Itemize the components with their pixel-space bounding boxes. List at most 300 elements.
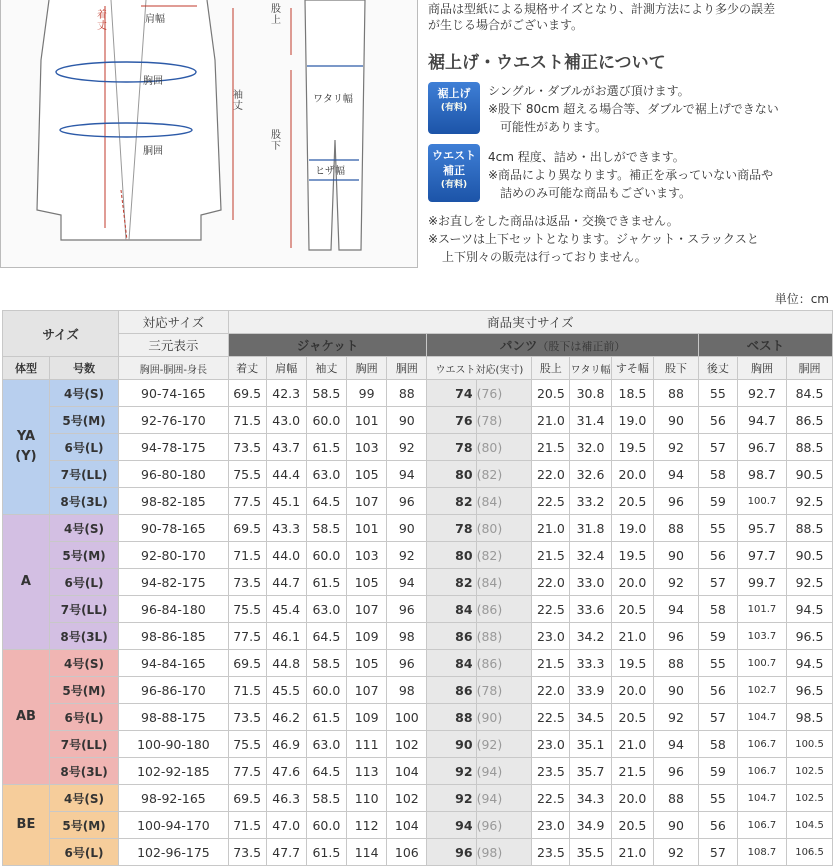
table-cell: 80 xyxy=(427,542,476,569)
table-cell: (80) xyxy=(476,434,532,461)
table-row xyxy=(3,812,833,839)
table-cell: 22.0 xyxy=(532,461,570,488)
table-cell: 46.3 xyxy=(266,785,306,812)
table-cell: 95.7 xyxy=(737,515,786,542)
header-jacket: ジャケット xyxy=(228,334,427,357)
table-cell: 94 xyxy=(387,461,427,488)
table-cell: 75.5 xyxy=(228,731,266,758)
table-cell: 94.5 xyxy=(787,650,833,677)
table-cell: 92.5 xyxy=(787,569,833,596)
table-cell: 35.5 xyxy=(570,839,611,866)
table-cell: 33.9 xyxy=(570,677,611,704)
header-pants-note: （股下は補正前） xyxy=(537,340,626,353)
table-cell: 82 xyxy=(427,488,476,515)
table-cell: 21.0 xyxy=(532,407,570,434)
table-cell: 71.5 xyxy=(228,542,266,569)
table-cell: 104.7 xyxy=(737,704,786,731)
table-cell: 20.0 xyxy=(611,785,653,812)
table-cell: 98-88-175 xyxy=(119,704,228,731)
size-diagram xyxy=(0,0,418,268)
table-cell: 63.0 xyxy=(306,731,346,758)
table-cell: 64.5 xyxy=(306,758,346,785)
label-hem: ヒザ幅 xyxy=(315,166,345,177)
table-cell: 100.7 xyxy=(737,488,786,515)
table-cell: 84 xyxy=(427,650,476,677)
info-section xyxy=(0,0,835,282)
table-cell: 100.5 xyxy=(787,731,833,758)
table-cell: 33.3 xyxy=(570,650,611,677)
table-cell: 73.5 xyxy=(228,839,266,866)
table-cell: 96.5 xyxy=(787,623,833,650)
table-cell: 90 xyxy=(654,677,699,704)
table-cell: 44.4 xyxy=(266,461,306,488)
table-cell: (82) xyxy=(476,542,532,569)
table-cell: 96 xyxy=(654,488,699,515)
table-cell: 73.5 xyxy=(228,569,266,596)
body-type-cell: A xyxy=(3,515,50,650)
table-cell: (82) xyxy=(476,461,532,488)
table-cell: 94 xyxy=(654,596,699,623)
table-cell: 69.5 xyxy=(228,380,266,407)
table-cell: 35.7 xyxy=(570,758,611,785)
table-cell: 57 xyxy=(698,839,737,866)
table-cell: 112 xyxy=(347,812,387,839)
table-cell: 31.4 xyxy=(570,407,611,434)
table-cell: 47.7 xyxy=(266,839,306,866)
table-cell: 98.7 xyxy=(737,461,786,488)
label-rise: 股上 xyxy=(271,4,281,26)
table-cell: (90) xyxy=(476,704,532,731)
table-cell: 77.5 xyxy=(228,488,266,515)
table-cell: 30.8 xyxy=(570,380,611,407)
table-cell: 92 xyxy=(387,434,427,461)
label-thigh: ワタリ幅 xyxy=(313,94,353,105)
table-cell: 71.5 xyxy=(228,407,266,434)
table-cell: 44.0 xyxy=(266,542,306,569)
table-cell: 92 xyxy=(654,839,699,866)
table-row xyxy=(3,515,833,542)
table-cell: 100-90-180 xyxy=(119,731,228,758)
table-cell: 98.5 xyxy=(787,704,833,731)
table-cell: 32.4 xyxy=(570,542,611,569)
table-cell: 21.5 xyxy=(532,650,570,677)
table-cell: 23.0 xyxy=(532,623,570,650)
table-cell: 59 xyxy=(698,488,737,515)
table-row xyxy=(3,731,833,758)
body-type-cell: YA (Y) xyxy=(3,380,50,515)
table-cell: 88.5 xyxy=(787,515,833,542)
table-cell: 71.5 xyxy=(228,812,266,839)
header-col: 袖丈 xyxy=(306,357,346,380)
table-cell: 100.7 xyxy=(737,650,786,677)
label-chest: 胸囲 xyxy=(143,76,163,87)
table-cell: 88.5 xyxy=(787,434,833,461)
table-cell: 55 xyxy=(698,515,737,542)
table-cell: 23.0 xyxy=(532,812,570,839)
table-cell: (78) xyxy=(476,407,532,434)
table-row xyxy=(3,623,833,650)
table-cell: 96 xyxy=(654,623,699,650)
table-cell: 90 xyxy=(427,731,476,758)
size-number-cell: 5号(M) xyxy=(49,812,118,839)
header-col: すそ幅 xyxy=(611,357,653,380)
table-cell: 19.5 xyxy=(611,542,653,569)
table-cell: 46.2 xyxy=(266,704,306,731)
table-cell: 86 xyxy=(427,677,476,704)
body-type-cell: AB xyxy=(3,650,50,785)
size-number-cell: 5号(M) xyxy=(49,542,118,569)
label-sleeve: 袖丈 xyxy=(233,90,243,112)
table-cell: 58 xyxy=(698,461,737,488)
table-cell: 99.7 xyxy=(737,569,786,596)
label-inseam: 股下 xyxy=(271,130,281,152)
table-cell: 94-84-165 xyxy=(119,650,228,677)
table-cell: 90-74-165 xyxy=(119,380,228,407)
table-cell: 21.0 xyxy=(611,623,653,650)
table-row xyxy=(3,704,833,731)
table-cell: 33.6 xyxy=(570,596,611,623)
table-cell: (86) xyxy=(476,650,532,677)
table-cell: 88 xyxy=(654,515,699,542)
table-cell: 78 xyxy=(427,434,476,461)
hemming-badge-sub: (有料) xyxy=(440,103,468,113)
table-cell: 114 xyxy=(347,839,387,866)
table-cell: 106.7 xyxy=(737,731,786,758)
table-cell: 20.5 xyxy=(611,704,653,731)
unit-label: 単位：cm xyxy=(774,292,829,306)
table-row xyxy=(3,407,833,434)
table-cell: (94) xyxy=(476,758,532,785)
table-cell: 88 xyxy=(387,380,427,407)
table-cell: 22.5 xyxy=(532,596,570,623)
table-row xyxy=(3,785,833,812)
table-cell: 108.7 xyxy=(737,839,786,866)
size-number-cell: 4号(S) xyxy=(49,380,118,407)
table-cell: 20.0 xyxy=(611,569,653,596)
table-cell: 102-96-175 xyxy=(119,839,228,866)
table-cell: 80 xyxy=(427,461,476,488)
table-cell: (80) xyxy=(476,515,532,542)
table-cell: 20.0 xyxy=(611,461,653,488)
size-number-cell: 6号(L) xyxy=(49,704,118,731)
label-shoulder: 肩幅 xyxy=(145,14,165,25)
table-cell: (96) xyxy=(476,812,532,839)
table-cell: 111 xyxy=(347,731,387,758)
table-cell: 101.7 xyxy=(737,596,786,623)
table-cell: 59 xyxy=(698,758,737,785)
table-cell: 34.2 xyxy=(570,623,611,650)
size-number-cell: 7号(LL) xyxy=(49,731,118,758)
waist-line-2: ※商品により異なります。補正を承っていない商品や xyxy=(488,168,774,182)
label-waist: 胴囲 xyxy=(143,146,163,157)
table-cell: 61.5 xyxy=(306,704,346,731)
table-row xyxy=(3,596,833,623)
table-cell: 77.5 xyxy=(228,758,266,785)
table-cell: 102 xyxy=(387,731,427,758)
table-cell: 94 xyxy=(654,461,699,488)
top-note-1: 商品は型紙による規格サイズとなり、計測方法により多少の誤差 xyxy=(428,2,776,16)
footer-note-2: ※スーツは上下セットとなります。ジャケット・スラックスと xyxy=(428,232,759,246)
hemming-line-3: 可能性があります。 xyxy=(500,120,608,134)
table-cell: 92 xyxy=(427,758,476,785)
size-table xyxy=(2,310,833,866)
table-cell: 63.0 xyxy=(306,461,346,488)
header-col: 後丈 xyxy=(698,357,737,380)
table-cell: 86.5 xyxy=(787,407,833,434)
table-cell: 69.5 xyxy=(228,650,266,677)
table-cell: 98 xyxy=(387,677,427,704)
body-type-cell: BE xyxy=(3,785,50,866)
table-cell: 96 xyxy=(387,650,427,677)
table-cell: 22.5 xyxy=(532,488,570,515)
size-number-cell: 5号(M) xyxy=(49,407,118,434)
table-cell: 94-78-175 xyxy=(119,434,228,461)
table-cell: 90 xyxy=(387,407,427,434)
table-cell: 99 xyxy=(347,380,387,407)
table-cell: 90 xyxy=(654,812,699,839)
size-number-cell: 5号(M) xyxy=(49,677,118,704)
table-cell: 58 xyxy=(698,596,737,623)
table-cell: 103.7 xyxy=(737,623,786,650)
table-cell: 34.9 xyxy=(570,812,611,839)
table-cell: 78 xyxy=(427,515,476,542)
header-col: 肩幅 xyxy=(266,357,306,380)
table-cell: 58 xyxy=(698,731,737,758)
table-cell: 45.5 xyxy=(266,677,306,704)
table-row xyxy=(3,569,833,596)
table-cell: 102.5 xyxy=(787,785,833,812)
table-cell: 92 xyxy=(427,785,476,812)
table-cell: (84) xyxy=(476,569,532,596)
size-number-cell: 6号(L) xyxy=(49,569,118,596)
header-three-dim: 三元表示 xyxy=(119,334,228,357)
table-cell: 96 xyxy=(387,488,427,515)
size-number-cell: 4号(S) xyxy=(49,785,118,812)
table-cell: 96.7 xyxy=(737,434,786,461)
table-cell: 21.5 xyxy=(532,542,570,569)
table-row xyxy=(3,650,833,677)
hemming-line-1: シングル・ダブルがお選び頂けます。 xyxy=(488,84,690,98)
size-number-cell: 8号(3L) xyxy=(49,758,118,785)
header-chest-waist-height: 胸囲-胴囲-身長 xyxy=(119,357,228,380)
header-col: 胸囲 xyxy=(737,357,786,380)
table-cell: (86) xyxy=(476,596,532,623)
footer-note-3: 上下別々の販売は行っておりません。 xyxy=(442,250,647,264)
table-cell: 102-92-185 xyxy=(119,758,228,785)
table-cell: 57 xyxy=(698,569,737,596)
size-number-cell: 7号(LL) xyxy=(49,461,118,488)
table-cell: 104.5 xyxy=(787,812,833,839)
table-cell: 98-82-185 xyxy=(119,488,228,515)
table-cell: 92.7 xyxy=(737,380,786,407)
size-number-cell: 8号(3L) xyxy=(49,488,118,515)
table-cell: 104 xyxy=(387,758,427,785)
table-cell: 88 xyxy=(427,704,476,731)
table-cell: 19.0 xyxy=(611,407,653,434)
table-cell: 43.7 xyxy=(266,434,306,461)
table-cell: 21.0 xyxy=(532,515,570,542)
table-cell: 55 xyxy=(698,380,737,407)
table-cell: 20.5 xyxy=(611,488,653,515)
waist-line-1: 4cm 程度、詰め・出しができます。 xyxy=(488,150,685,164)
table-cell: 94.7 xyxy=(737,407,786,434)
table-cell: 46.9 xyxy=(266,731,306,758)
table-cell: 113 xyxy=(347,758,387,785)
header-col: 胸囲 xyxy=(347,357,387,380)
table-cell: 102.7 xyxy=(737,677,786,704)
table-cell: 33.0 xyxy=(570,569,611,596)
waist-badge xyxy=(428,144,480,202)
size-number-cell: 7号(LL) xyxy=(49,596,118,623)
size-number-cell: 8号(3L) xyxy=(49,623,118,650)
table-cell: 96 xyxy=(654,758,699,785)
table-cell: 94 xyxy=(427,812,476,839)
table-cell: (98) xyxy=(476,839,532,866)
table-cell: 102 xyxy=(387,785,427,812)
table-cell: 58.5 xyxy=(306,785,346,812)
table-cell: 20.0 xyxy=(611,677,653,704)
table-cell: 106 xyxy=(387,839,427,866)
label-length: 着丈 xyxy=(97,10,107,32)
header-number: 号数 xyxy=(49,357,118,380)
table-cell: 110 xyxy=(347,785,387,812)
table-cell: 107 xyxy=(347,677,387,704)
table-cell: 47.6 xyxy=(266,758,306,785)
table-cell: 55 xyxy=(698,650,737,677)
table-cell: 69.5 xyxy=(228,785,266,812)
table-cell: 21.5 xyxy=(532,434,570,461)
table-cell: 92 xyxy=(654,434,699,461)
table-cell: 71.5 xyxy=(228,677,266,704)
table-cell: 88 xyxy=(654,650,699,677)
table-cell: 92-80-170 xyxy=(119,542,228,569)
table-cell: 61.5 xyxy=(306,569,346,596)
table-cell: 63.0 xyxy=(306,596,346,623)
table-cell: 92 xyxy=(654,569,699,596)
hemming-line-2: ※股下 80cm 超える場合等、ダブルで裾上げできない xyxy=(488,102,779,116)
table-cell: 94-82-175 xyxy=(119,569,228,596)
table-cell: 60.0 xyxy=(306,812,346,839)
header-corresponding: 対応サイズ xyxy=(119,311,228,334)
table-cell: 94 xyxy=(387,569,427,596)
table-cell: 21.0 xyxy=(611,731,653,758)
header-col: ウエスト対応(実寸) xyxy=(427,357,532,380)
table-cell: 22.0 xyxy=(532,677,570,704)
table-row xyxy=(3,839,833,866)
header-col: 着丈 xyxy=(228,357,266,380)
table-cell: 20.5 xyxy=(611,812,653,839)
table-cell: 45.4 xyxy=(266,596,306,623)
table-cell: (78) xyxy=(476,677,532,704)
table-cell: 60.0 xyxy=(306,542,346,569)
table-cell: 92 xyxy=(654,704,699,731)
table-cell: 107 xyxy=(347,596,387,623)
table-cell: 104.7 xyxy=(737,785,786,812)
table-cell: 105 xyxy=(347,650,387,677)
table-cell: 103 xyxy=(347,434,387,461)
table-cell: 61.5 xyxy=(306,839,346,866)
table-cell: 76 xyxy=(427,407,476,434)
table-row xyxy=(3,434,833,461)
table-cell: 23.0 xyxy=(532,731,570,758)
table-cell: 86 xyxy=(427,623,476,650)
table-cell: 23.5 xyxy=(532,758,570,785)
table-cell: 55 xyxy=(698,785,737,812)
table-cell: 20.5 xyxy=(611,596,653,623)
table-cell: 21.5 xyxy=(611,758,653,785)
table-cell: 22.5 xyxy=(532,785,570,812)
table-cell: 90.5 xyxy=(787,542,833,569)
table-cell: 102.5 xyxy=(787,758,833,785)
table-cell: 31.8 xyxy=(570,515,611,542)
table-cell: 75.5 xyxy=(228,461,266,488)
table-cell: 22.0 xyxy=(532,569,570,596)
table-cell: 22.5 xyxy=(532,704,570,731)
table-cell: 61.5 xyxy=(306,434,346,461)
table-cell: 42.3 xyxy=(266,380,306,407)
table-cell: 103 xyxy=(347,542,387,569)
table-cell: 32.6 xyxy=(570,461,611,488)
table-cell: 20.5 xyxy=(532,380,570,407)
table-cell: 57 xyxy=(698,434,737,461)
table-cell: 84.5 xyxy=(787,380,833,407)
table-cell: 58.5 xyxy=(306,515,346,542)
hemming-badge xyxy=(428,82,480,134)
table-cell: 96 xyxy=(387,596,427,623)
alteration-heading: 裾上げ・ウエスト補正について xyxy=(428,53,666,73)
table-cell: 69.5 xyxy=(228,515,266,542)
table-cell: 107 xyxy=(347,488,387,515)
table-cell: 45.1 xyxy=(266,488,306,515)
table-cell: 106.7 xyxy=(737,812,786,839)
table-cell: 94 xyxy=(654,731,699,758)
table-cell: 96 xyxy=(427,839,476,866)
table-cell: 75.5 xyxy=(228,596,266,623)
table-cell: 104 xyxy=(387,812,427,839)
header-col: 股上 xyxy=(532,357,570,380)
header-col: 胴囲 xyxy=(787,357,833,380)
table-cell: 46.1 xyxy=(266,623,306,650)
size-number-cell: 6号(L) xyxy=(49,434,118,461)
table-cell: 100 xyxy=(387,704,427,731)
table-cell: 35.1 xyxy=(570,731,611,758)
footer-note-1: ※お直しをした商品は返品・交換できません。 xyxy=(428,214,679,228)
table-cell: 84 xyxy=(427,596,476,623)
hemming-badge-title: 裾上げ xyxy=(437,87,471,100)
table-cell: 32.0 xyxy=(570,434,611,461)
header-col: 胴囲 xyxy=(387,357,427,380)
size-number-cell: 4号(S) xyxy=(49,515,118,542)
table-cell: (84) xyxy=(476,488,532,515)
table-cell: 73.5 xyxy=(228,704,266,731)
table-cell: 90 xyxy=(654,542,699,569)
table-cell: 100-94-170 xyxy=(119,812,228,839)
table-cell: 96-84-180 xyxy=(119,596,228,623)
table-cell: 44.7 xyxy=(266,569,306,596)
table-row xyxy=(3,758,833,785)
table-row xyxy=(3,677,833,704)
table-cell: 58.5 xyxy=(306,380,346,407)
table-cell: 98 xyxy=(387,623,427,650)
table-cell: (94) xyxy=(476,785,532,812)
table-cell: 73.5 xyxy=(228,434,266,461)
table-cell: 101 xyxy=(347,407,387,434)
table-cell: 44.8 xyxy=(266,650,306,677)
header-col: 股下 xyxy=(654,357,699,380)
table-cell: 77.5 xyxy=(228,623,266,650)
header-pants-label: パンツ xyxy=(499,338,538,353)
table-cell: 82 xyxy=(427,569,476,596)
